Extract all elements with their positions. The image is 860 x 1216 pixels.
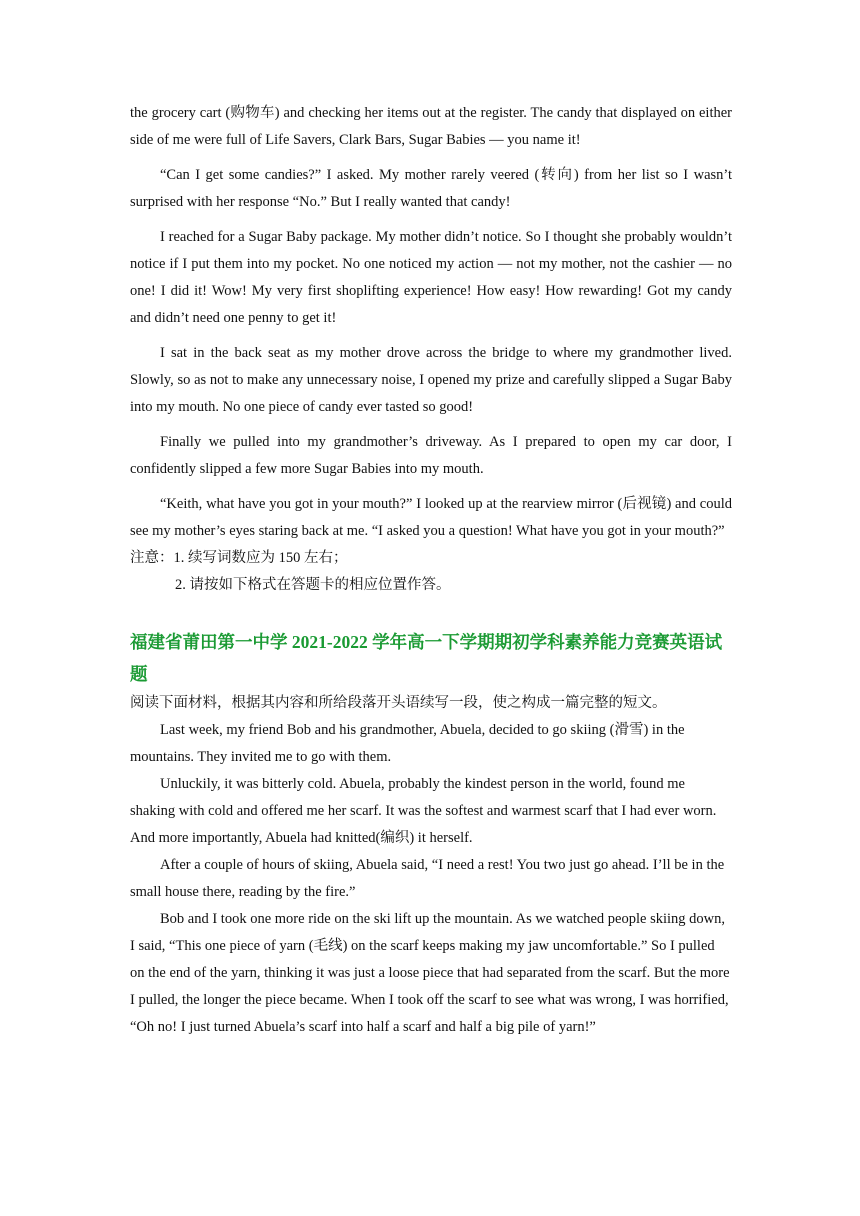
paragraph-5: Finally we pulled into my grandmother’s driveway. As I prepared to open my car door, I confidently slipped a few more Sugar Babies into my mouth. (130, 434, 732, 477)
document-page (130, 100, 732, 1041)
note-word-count: 注意：1. 续写词数应为 150 左右； (130, 550, 348, 566)
paragraph-4: I sat in the back seat as my mother drove across the bridge to where my grandmother lived. Slowly, so as not to make any unnecessary noise, I opened my prize and carefully slipped a Sugar Baby into my mouth. No one piece of candy ever tasted so good! (130, 345, 732, 415)
paragraph-3: I reached for a Sugar Baby package. My mother didn’t notice. So I thought she probably wouldn’t notice if I put them into my pocket. No one noticed my action — not my mother, not the cashier — no one! I did it! Wow! My very first shoplifting experience! How easy! How rewarding! Got my candy and didn’t need one penny to get it! (130, 229, 732, 326)
section-title: 福建省莆田第一中学 2021-2022 学年高一下学期期初学科素养能力竞赛英语试题 (130, 632, 723, 684)
paragraph-1: the grocery cart (购物车) and checking her items out at the register. The candy that displayed on either side of me were full of Life Savers, Clark Bars, Sugar Babies — you name it! (130, 105, 732, 148)
paragraph-skiing-3: After a couple of hours of skiing, Abuela said, “I need a rest! You two just go ahead. I’ll be in the small house there, reading by the fire.” (130, 857, 725, 900)
writing-notes (130, 545, 732, 599)
instruction-text: 阅读下面材料，根据其内容和所给段落开头语续写一段，使之构成一篇完整的短文。 (130, 695, 667, 711)
paragraph-6: “Keith, what have you got in your mouth?” I looked up at the rearview mirror (后视镜) and could see my mother’s eyes staring back at me. “I asked you a question! What have you got in your mouth?” (130, 496, 732, 539)
paragraph-skiing-4: Bob and I took one more ride on the ski lift up the mountain. As we watched people skiing down, I said, “This one piece of yarn (毛线) on the scarf keeps making my jaw uncomfortable.” So I pulled on the end of the yarn, thinking it was just a loose piece that had separated from the scarf. But the more I pulled, the longer the piece became. When I took off the scarf to see what was wrong, I was horrified, “Oh no! I just turned Abuela’s scarf into half a scarf and half a big pile of yarn!” (130, 911, 730, 1035)
paragraph-2: “Can I get some candies?” I asked. My mother rarely veered (转向) from her list so I wasn’t surprised with her response “No.” But I really wanted that candy! (130, 167, 732, 210)
paragraph-skiing-2: Unluckily, it was bitterly cold. Abuela, probably the kindest person in the world, found me shaking with cold and offered me her scarf. It was the softest and warmest scarf that I had ever worn. And more importantly, Abuela had knitted(编织) it herself. (130, 776, 717, 846)
note-answer-format: 2. 请按如下格式在答题卡的相应位置作答。 (175, 577, 451, 593)
passage-continuation (130, 100, 732, 545)
paragraph-skiing-1: Last week, my friend Bob and his grandmother, Abuela, decided to go skiing (滑雪) in the mountains. They invited me to go with them. (130, 722, 685, 765)
second-passage (130, 690, 732, 1041)
